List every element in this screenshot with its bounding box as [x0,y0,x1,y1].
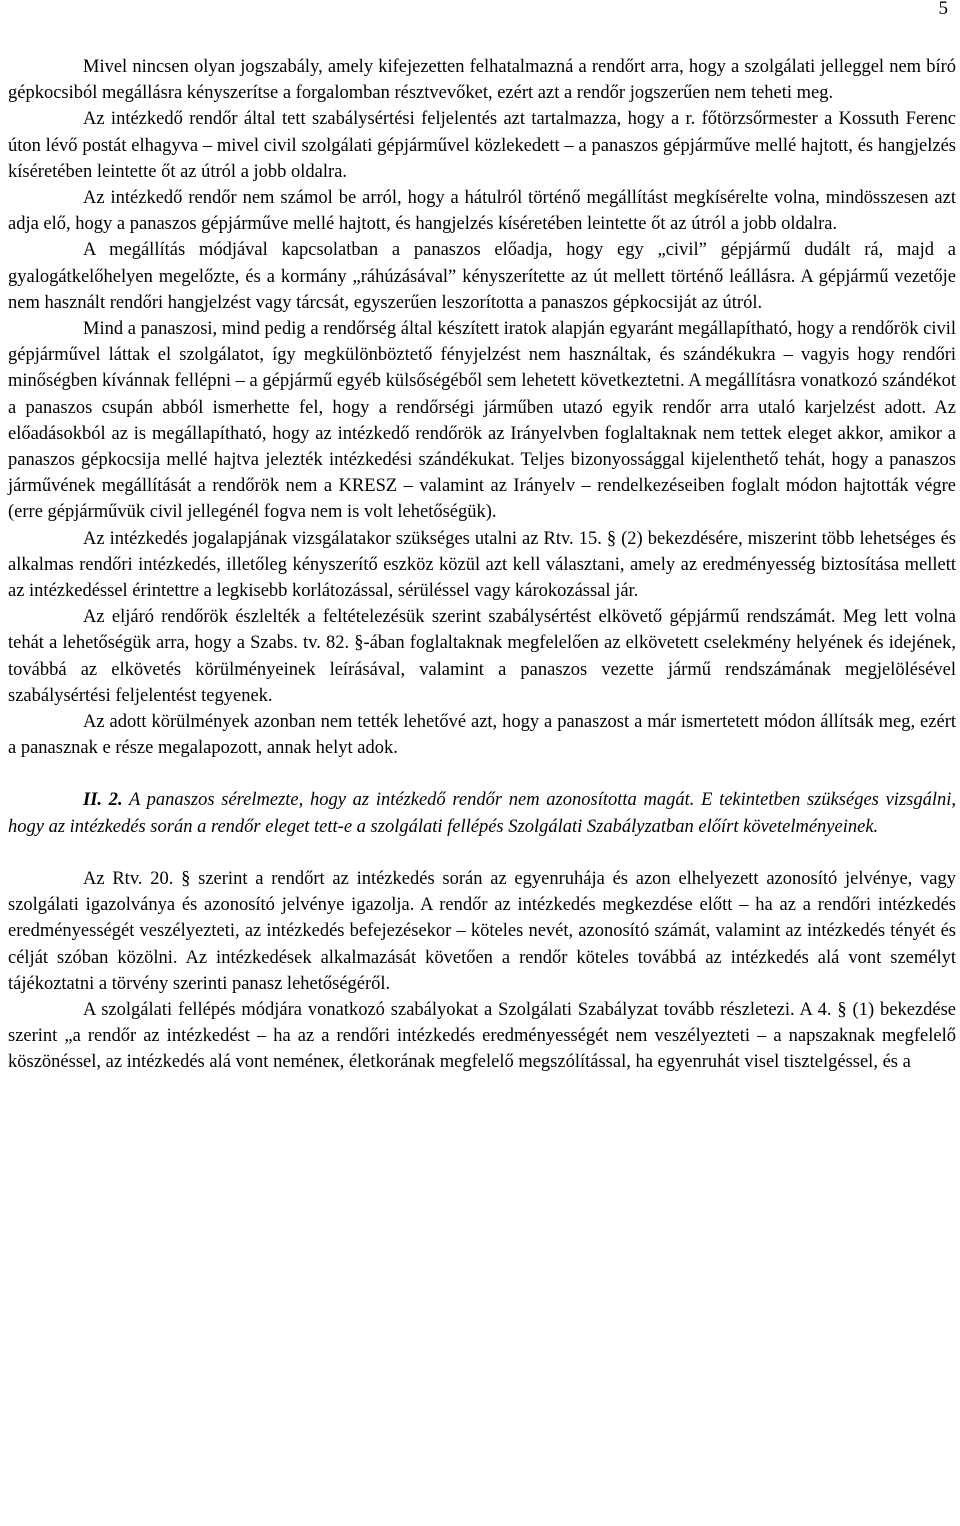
paragraph: Mivel nincsen olyan jogszabály, amely kifejezetten felhatalmazná a rendőrt arra, hogy a szolgálati jelleggel nem bíró gépkocsiból megállásra kényszerítse a forgalomban résztvevőket, ezért azt a rendőr jogszerűen nem teheti meg. [8,57,956,104]
section-heading [8,787,956,839]
paragraph: Az intézkedés jogalapjának vizsgálatakor szükséges utalni az Rtv. 15. § (2) bekezdésére, miszerint több lehetséges és alkalmas rendőri intézkedés, illetőleg kényszerítő eszköz közül azt kell választani, amely az eredményesség biztosítása mellett az intézkedéssel érintettre a legkisebb korlátozással, sérüléssel vagy károkozással jár. [8,528,956,602]
section-text: A panaszos sérelmezte, hogy az intézkedő rendőr nem azonosította magát. E tekintetben szükséges vizsgálni, hogy az intézkedés során a rendőr eleget tett-e a szolgálati fellépés Szolgálati Szabályzatban előírt követelményeinek. [8,790,956,837]
document-body [8,54,956,1076]
paragraph: Mind a panaszosi, mind pedig a rendőrség által készített iratok alapján egyaránt megállapítható, hogy a rendőrök civil gépjárművel láttak el szolgálatot, így megkülönböztető fényjelzést nem használtak, és szándékukra – vagyis hogy rendőri minőségben kívánnak fellépni – a gépjármű egyéb külsőségéből sem lehetett következtetni. A megállításra vonatkozó szándékot a panaszos csupán abból ismerhette fel, hogy a rendőrségi járműben utazó egyik rendőr arra utaló karjelzést adott. Az előadásokból az is megállapítható, hogy az intézkedő rendőrök az Irányelvben foglaltaknak nem tettek eleget akkor, amikor a panaszos gépkocsija mellé hajtva jelezték intézkedési szándékukat. Teljes bizonyossággal kijelenthető tehát, hogy a panaszos járművének megállítását a rendőrök nem a KRESZ – valamint az Irányelv – rendelkezéseiben foglalt módon hajtották végre (erre gépjárművük civil jellegénél fogva nem is volt lehetőségük). [8,319,956,523]
paragraph: Az adott körülmények azonban nem tették lehetővé azt, hogy a panaszost a már ismertetett módon állítsák meg, ezért a panasznak e része megalapozott, annak helyt adok. [8,712,956,759]
page-number: 5 [938,0,948,19]
paragraph: Az eljáró rendőrök észlelték a feltételezésük szerint szabálysértést elkövető gépjármű rendszámát. Meg lett volna tehát a lehetőségük arra, hogy a Szabs. tv. 82. §-ában foglaltaknak megfelelően az elkövetett cselekmény helyének és idejének, továbbá az elkövetés körülményeinek leírásával, valamint a panaszos vezette jármű rendszámának megjelölésével szabálysértési feljelentést tegyenek. [8,607,956,706]
paragraph: Az Rtv. 20. § szerint a rendőrt az intézkedés során az egyenruhája és azon elhelyezett azonosító jelvénye, vagy szolgálati igazolványa és azonosító jelvénye igazolja. A rendőr az intézkedés megkezdése előtt – ha az a rendőri intézkedés eredményességét veszélyezteti, az intézkedés befejezésekor – köteles nevét, azonosító számát, valamint az intézkedés tényét és célját szóban közölni. Az intézkedések alkalmazását követően a rendőr köteles továbbá az intézkedés alá vont személyt tájékoztatni a törvény szerinti panasz lehetőségéről. [8,868,956,994]
paragraph: A megállítás módjával kapcsolatban a panaszos előadja, hogy egy „civil” gépjármű dudált rá, majd a gyalogátkelőhelyen megelőzte, és a kormány „ráhúzásával” kényszerítette az út mellett történő leállásra. A gépjármű vezetője nem használt rendőri hangjelzést vagy tárcsát, egyszerűen leszorította a panaszos gépkocsiját az útról. [8,240,956,313]
section-number: II. 2. [83,790,123,811]
paragraph: Az intézkedő rendőr által tett szabálysértési feljelentés azt tartalmazza, hogy a r. főtörzsőrmester a Kossuth Ferenc úton lévő postát elhagyva – mivel civil szolgálati gépjárművel közlekedett – a panaszos gépjárműve mellé hajtott, és hangjelzés kíséretében leintette őt az útról a jobb oldalra. [8,109,956,182]
paragraph: Az intézkedő rendőr nem számol be arról, hogy a hátulról történő megállítást megkísérelte volna, mindösszesen azt adja elő, hogy a panaszos gépjárműve mellé hajtott, és hangjelzés kíséretében leintette őt az útról a jobb oldalra. [8,188,956,235]
paragraph: A szolgálati fellépés módjára vonatkozó szabályokat a Szolgálati Szabályzat tovább részletezi. A 4. § (1) bekezdése szerint „a rendőr az intézkedést – ha az a rendőri intézkedés eredményességét nem veszélyezteti – a napszaknak megfelelő köszönéssel, az intézkedés alá vont neméneк, életkorának megfelelő megszólítással, ha egyenruhát visel tisztelgéssel, és a [8,999,956,1073]
